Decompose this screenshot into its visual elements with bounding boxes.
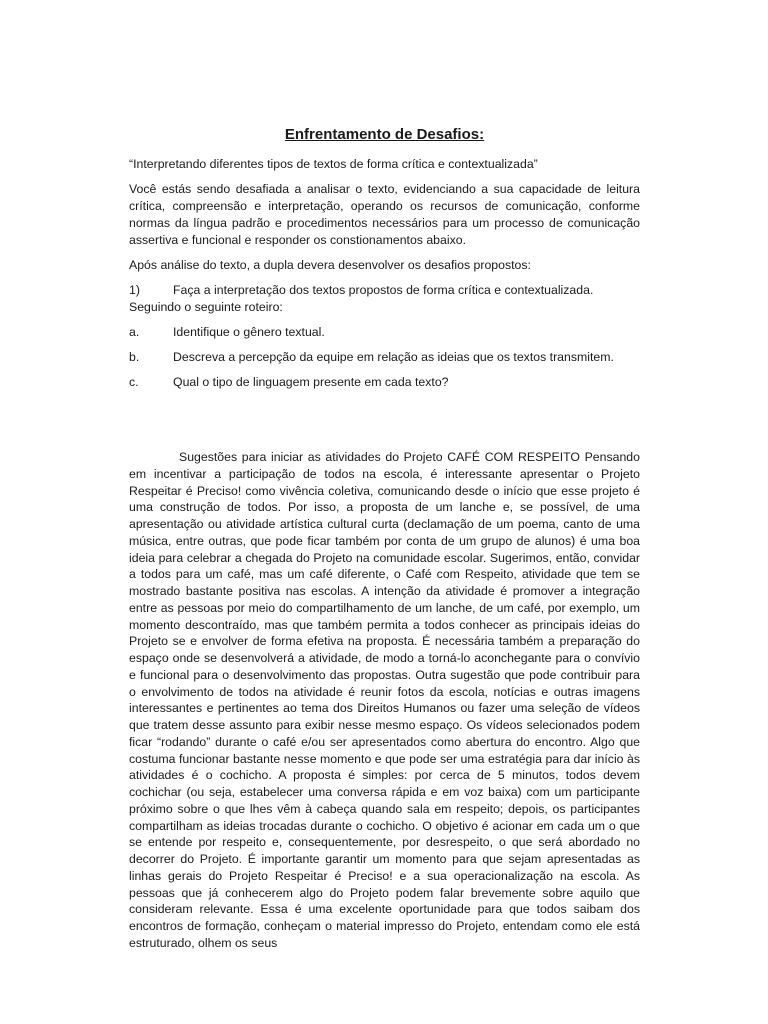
intro-paragraph: Você estás sendo desafiada a analisar o texto, evidenciando a sua capacidade de leitura crítica, compreensão e interpretação, operando os recursos de comunicação, conforme normas da língua padrão e procedimentos necessários para um processo de comunicação assertiva e funcional e responder os constionamentos abaixo. [129, 182, 640, 247]
list-item [129, 374, 640, 391]
instructions-paragraph: Após análise do texto, a dupla devera desenvolver os desafios propostos: [129, 258, 531, 272]
list-item-text: Identifique o gênero textual. [173, 325, 325, 339]
list-item [129, 324, 640, 341]
list-item [129, 349, 640, 366]
document-title: Enfrentamento de Desafios: [284, 126, 485, 143]
list-item [129, 282, 640, 316]
section-spacer [129, 399, 640, 449]
list-item-number: a. [129, 325, 140, 339]
body-paragraph: Sugestões para iniciar as atividades do Projeto CAFÉ COM RESPEITO Pensando em incentivar a participação de todos na escola, é interessante apresentar o Projeto Respeitar é Preciso! como vivência coletiva, comunicando desde o início que esse projeto é uma construção de todos. Por isso, a proposta de um lanche e, se possível, de uma apresentação ou atividade artística cultural curta (declamação de um poema, canto de uma música, entre outras, que pode ficar também por conta de um grupo de alunos) é uma boa ideia para celebrar a chegada do Projeto na comunidade escolar. Sugerimos, então, convidar a todos para um café, mas um café diferente, o Café com Respeito, atividade que tem se mostrado bastante positiva nas escolas. A intenção da atividade é promover a integração entre as pessoas por meio do compartilhamento de um lanche, de um café, por exemplo, um momento descontraído, mas que também permita a todos conhecer as principais ideias do Projeto se e envolver de forma efetiva na proposta. É necessária também a preparação do espaço onde se desenvolverá a atividade, de modo a torná-lo aconchegante para o convívio e funcional para o desenvolvimento das propostas. Outra sugestão que pode contribuir para o envolvimento de todos na atividade é reunir fotos da escola, notícias e outras imagens interessantes e pertinentes ao tema dos Direitos Humanos ou fazer uma seleção de vídeos que tratem desse assunto para exibir nesse mesmo espaço. Os vídeos selecionados podem ficar “rodando” durante o café e/ou ser apresentados como abertura do encontro. Algo que costuma funcionar bastante nesse momento e que pode ser uma estratégia para dar início às atividades é o cochicho. A proposta é simples: por cerca de 5 minutos, todos devem cochichar (ou seja, estabelecer uma conversa rápida e em voz baixa) com um participante próximo sobre o que lhes vêm à cabeça quando sala em respeito; depois, os participantes compartilham as ideias trocadas durante o cochicho. O objetivo é acionar em cada um o que se entende por respeito e, consequentemente, por desrespeito, o que será abordado no decorrer do Projeto. É importante garantir um momento para que sejam apresentadas as linhas gerais do Projeto Respeitar é Preciso! e a sua operacionalização na escola. As pessoas que já conhecerem algo do Projeto podem falar brevemente sobre aquilo que consideram relevante. Essa é uma excelente oportunidade para que todos saibam dos encontros de formação, conheçam o material impresso do Projeto, entendam como ele está estruturado, olhem os seus [129, 450, 640, 950]
list-item-number: 1) [129, 283, 140, 297]
list-item-text: Qual o tipo de linguagem presente em cada texto? [173, 375, 449, 389]
document-subtitle: “Interpretando diferentes tipos de textos de forma crítica e contextualizada” [129, 157, 538, 171]
list-item-text: Faça a interpretação dos textos propostos de forma crítica e contextualizada. Seguindo o seguinte roteiro: [129, 283, 594, 314]
document-page [129, 125, 640, 952]
list-item-number: b. [129, 350, 140, 364]
list-item-text: Descreva a percepção da equipe em relação as ideias que os textos transmitem. [173, 350, 614, 364]
list-item-number: c. [129, 375, 139, 389]
